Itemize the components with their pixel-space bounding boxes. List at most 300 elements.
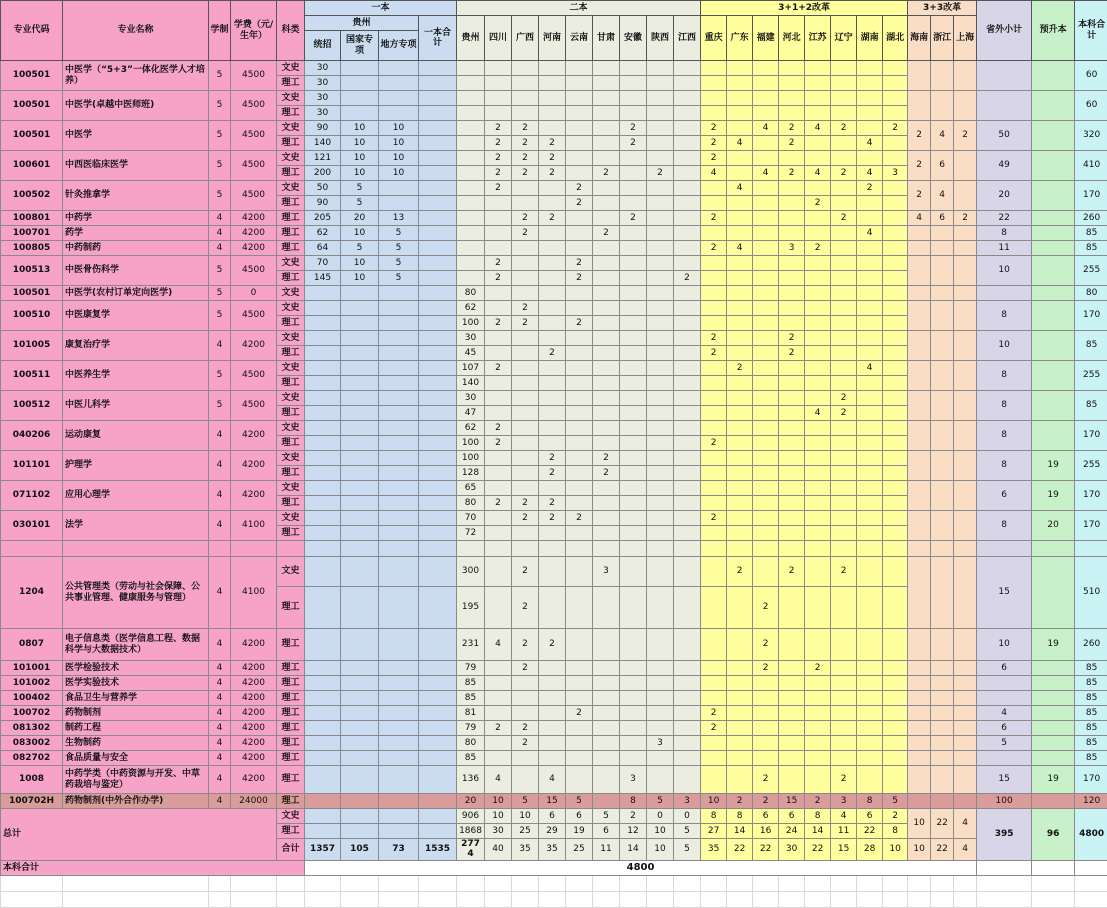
cell-gj: 10 — [341, 166, 379, 181]
cell-js — [805, 751, 831, 766]
cell-gan — [593, 361, 620, 376]
cell-gan — [593, 316, 620, 331]
major-years: 4 — [209, 794, 231, 809]
spacer-cell — [977, 541, 1032, 557]
cell-yb — [419, 91, 457, 106]
col-header-out-of-province-subtotal: 省外小计 — [977, 1, 1032, 61]
cell-gan: 2 — [593, 451, 620, 466]
cell-gz: 30 — [457, 331, 485, 346]
cell-fj — [753, 346, 779, 361]
cell-anh: 8 — [620, 794, 647, 809]
cell-gd — [727, 496, 753, 511]
cell-ln — [831, 361, 857, 376]
cell-sh — [954, 706, 977, 721]
cell-gx — [512, 331, 539, 346]
cell-gj — [341, 736, 379, 751]
cell-tz: 30 — [305, 106, 341, 121]
cell-bk: 85 — [1075, 226, 1107, 241]
cell-fj — [753, 436, 779, 451]
cell-yun — [566, 211, 593, 226]
cell-hb — [779, 256, 805, 271]
cell-df — [379, 629, 419, 661]
cell-hb — [779, 629, 805, 661]
cell-zhj — [931, 241, 954, 256]
cell-gz — [457, 61, 485, 76]
cell-hun — [857, 736, 883, 751]
total-cell-shx: 10 — [647, 839, 674, 861]
cell-shx — [647, 691, 674, 706]
major-tuition: 4100 — [231, 511, 277, 541]
cell-fj — [753, 557, 779, 587]
cell-df — [379, 691, 419, 706]
cell-jx — [674, 121, 701, 136]
cell-zhj — [931, 676, 954, 691]
spacer-cell — [457, 541, 485, 557]
col-header-zhj: 浙江 — [931, 16, 954, 61]
cell-sw — [977, 751, 1032, 766]
cell-cq — [701, 91, 727, 106]
cell-gd — [727, 451, 753, 466]
cell-shx — [647, 151, 674, 166]
cell-sc: 2 — [485, 421, 512, 436]
cell-fj — [753, 76, 779, 91]
cell-df — [379, 736, 419, 751]
cell-hb: 2 — [779, 346, 805, 361]
cell-gx — [512, 376, 539, 391]
cell-gd — [727, 481, 753, 496]
cell-sc: 2 — [485, 721, 512, 736]
cell-gd — [727, 511, 753, 526]
empty-grid-cell — [1032, 875, 1075, 891]
cell-han — [908, 451, 931, 481]
cell-ln: 2 — [831, 211, 857, 226]
total-out-of-province: 395 — [977, 809, 1032, 861]
cell-hb — [779, 436, 805, 451]
major-code: 101001 — [1, 661, 63, 676]
cell-hb — [779, 721, 805, 736]
cell-js — [805, 361, 831, 376]
cell-hen — [539, 376, 566, 391]
kelei-label: 理工 — [277, 196, 305, 211]
cell-gz: 107 — [457, 361, 485, 376]
cell-yun — [566, 91, 593, 106]
cell-hb — [779, 587, 805, 629]
empty-grid-cell — [857, 875, 883, 891]
kelei-label: 文史 — [277, 301, 305, 316]
cell-hen — [539, 76, 566, 91]
empty-cell — [1032, 860, 1075, 875]
cell-yun — [566, 526, 593, 541]
total-cell-sh: 4 — [954, 839, 977, 861]
total-cell-gj — [341, 809, 379, 824]
cell-tz: 121 — [305, 151, 341, 166]
empty-grid-cell — [908, 875, 931, 891]
major-tuition: 4200 — [231, 241, 277, 256]
major-code: 100601 — [1, 151, 63, 181]
cell-han — [908, 766, 931, 794]
cell-hun — [857, 331, 883, 346]
major-code: 100511 — [1, 361, 63, 391]
major-years: 4 — [209, 241, 231, 256]
cell-cq: 2 — [701, 331, 727, 346]
cell-sw: 100 — [977, 794, 1032, 809]
cell-js — [805, 629, 831, 661]
spacer-cell — [63, 541, 209, 557]
spacer-cell — [593, 541, 620, 557]
empty-grid-cell — [883, 875, 908, 891]
cell-han — [908, 391, 931, 421]
cell-gz: 85 — [457, 751, 485, 766]
cell-anh — [620, 451, 647, 466]
empty-grid-cell — [779, 891, 805, 907]
cell-anh — [620, 376, 647, 391]
cell-gd — [727, 331, 753, 346]
cell-gan — [593, 481, 620, 496]
cell-yun — [566, 496, 593, 511]
cell-bk: 170 — [1075, 481, 1107, 511]
cell-gz — [457, 166, 485, 181]
cell-cq — [701, 286, 727, 301]
major-tuition: 4200 — [231, 751, 277, 766]
cell-anh — [620, 151, 647, 166]
cell-sw: 6 — [977, 721, 1032, 736]
cell-tz: 205 — [305, 211, 341, 226]
cell-hb — [779, 151, 805, 166]
cell-sc — [485, 106, 512, 121]
cell-gx — [512, 61, 539, 76]
cell-hen: 2 — [539, 136, 566, 151]
cell-hun — [857, 751, 883, 766]
empty-grid-cell — [1, 875, 63, 891]
cell-hb — [779, 736, 805, 751]
cell-sh — [954, 766, 977, 794]
cell-sh: 2 — [954, 211, 977, 226]
cell-gx — [512, 196, 539, 211]
major-name: 食品卫生与营养学 — [63, 691, 209, 706]
cell-han — [908, 751, 931, 766]
cell-ln — [831, 481, 857, 496]
cell-cq: 2 — [701, 151, 727, 166]
cell-gz — [457, 196, 485, 211]
cell-gz — [457, 136, 485, 151]
cell-zhj — [931, 256, 954, 286]
cell-shx — [647, 61, 674, 76]
cell-hub — [883, 421, 908, 436]
cell-yb — [419, 226, 457, 241]
cell-sw: 8 — [977, 511, 1032, 541]
empty-grid-cell — [753, 875, 779, 891]
cell-yun — [566, 151, 593, 166]
cell-cq — [701, 629, 727, 661]
cell-hb — [779, 751, 805, 766]
cell-gz: 79 — [457, 661, 485, 676]
empty-grid-cell — [1075, 875, 1107, 891]
cell-hun — [857, 196, 883, 211]
cell-fj — [753, 481, 779, 496]
cell-yb — [419, 406, 457, 421]
cell-tz — [305, 331, 341, 346]
cell-hen — [539, 721, 566, 736]
cell-fj — [753, 496, 779, 511]
cell-ysb: 19 — [1032, 629, 1075, 661]
cell-gd — [727, 211, 753, 226]
total-cell-hen: 6 — [539, 809, 566, 824]
cell-shx — [647, 211, 674, 226]
cell-sh — [954, 301, 977, 331]
total-cell-gd: 14 — [727, 824, 753, 839]
cell-ysb — [1032, 241, 1075, 256]
cell-sc — [485, 76, 512, 91]
total-cell-hb: 30 — [779, 839, 805, 861]
cell-gan — [593, 706, 620, 721]
cell-ysb — [1032, 256, 1075, 286]
cell-hun — [857, 661, 883, 676]
cell-yb — [419, 376, 457, 391]
kelei-label: 理工 — [277, 736, 305, 751]
cell-jx — [674, 331, 701, 346]
cell-anh — [620, 751, 647, 766]
kelei-label: 文史 — [277, 331, 305, 346]
empty-grid-cell — [63, 875, 209, 891]
cell-jx: 3 — [674, 794, 701, 809]
cell-gx: 2 — [512, 226, 539, 241]
cell-gan — [593, 121, 620, 136]
cell-gan — [593, 766, 620, 794]
cell-anh — [620, 316, 647, 331]
cell-han — [908, 481, 931, 511]
cell-shx — [647, 661, 674, 676]
cell-gan: 2 — [593, 166, 620, 181]
cell-hub — [883, 256, 908, 271]
cell-anh — [620, 557, 647, 587]
total-cell-gan: 6 — [593, 824, 620, 839]
cell-tz — [305, 361, 341, 376]
empty-grid-cell — [857, 891, 883, 907]
cell-sh — [954, 361, 977, 391]
cell-sh — [954, 181, 977, 211]
col-header-yiben-total: 一本合计 — [419, 16, 457, 61]
cell-tz: 200 — [305, 166, 341, 181]
cell-yun — [566, 346, 593, 361]
cell-fj — [753, 361, 779, 376]
kelei-label: 文史 — [277, 361, 305, 376]
cell-hb — [779, 61, 805, 76]
cell-gj: 10 — [341, 136, 379, 151]
cell-gz — [457, 256, 485, 271]
cell-bk: 170 — [1075, 421, 1107, 451]
cell-yun — [566, 436, 593, 451]
empty-grid-cell — [539, 875, 566, 891]
cell-hun — [857, 61, 883, 76]
cell-sc: 2 — [485, 496, 512, 511]
cell-cq — [701, 751, 727, 766]
cell-hun — [857, 496, 883, 511]
major-code: 101101 — [1, 451, 63, 481]
cell-hen — [539, 481, 566, 496]
major-name: 应用心理学 — [63, 481, 209, 511]
cell-gz: 65 — [457, 481, 485, 496]
cell-hb — [779, 271, 805, 286]
cell-sw: 11 — [977, 241, 1032, 256]
cell-hen — [539, 301, 566, 316]
cell-js: 4 — [805, 121, 831, 136]
cell-hb — [779, 286, 805, 301]
cell-gx — [512, 436, 539, 451]
spacer-cell — [647, 541, 674, 557]
empty-grid-cell — [593, 875, 620, 891]
cell-df — [379, 61, 419, 76]
cell-yun — [566, 226, 593, 241]
cell-gz: 62 — [457, 301, 485, 316]
major-code: 0807 — [1, 629, 63, 661]
cell-jx — [674, 451, 701, 466]
cell-gan — [593, 691, 620, 706]
cell-hen: 2 — [539, 211, 566, 226]
cell-ysb — [1032, 661, 1075, 676]
cell-cq — [701, 481, 727, 496]
cell-yb — [419, 451, 457, 466]
cell-hub — [883, 736, 908, 751]
cell-shx — [647, 451, 674, 466]
cell-cq: 2 — [701, 721, 727, 736]
cell-sw: 20 — [977, 181, 1032, 211]
cell-yun — [566, 481, 593, 496]
cell-ysb — [1032, 361, 1075, 391]
cell-yun — [566, 406, 593, 421]
cell-hub — [883, 136, 908, 151]
cell-ln — [831, 256, 857, 271]
cell-js — [805, 436, 831, 451]
cell-hub — [883, 91, 908, 106]
cell-han — [908, 721, 931, 736]
cell-js — [805, 346, 831, 361]
cell-ysb — [1032, 286, 1075, 301]
cell-yun — [566, 166, 593, 181]
cell-zhj — [931, 706, 954, 721]
major-years: 4 — [209, 736, 231, 751]
empty-grid-cell — [805, 875, 831, 891]
cell-hb — [779, 421, 805, 436]
cell-js — [805, 211, 831, 226]
cell-fj: 2 — [753, 661, 779, 676]
cell-ln — [831, 629, 857, 661]
kelei-label: 理工 — [277, 721, 305, 736]
cell-jx — [674, 181, 701, 196]
cell-anh — [620, 661, 647, 676]
total-cell-hun: 6 — [857, 809, 883, 824]
cell-js — [805, 391, 831, 406]
cell-hun — [857, 557, 883, 587]
major-name: 中医骨伤科学 — [63, 256, 209, 286]
cell-gd: 2 — [727, 794, 753, 809]
cell-hun — [857, 691, 883, 706]
cell-cq — [701, 421, 727, 436]
cell-cq — [701, 391, 727, 406]
major-years: 4 — [209, 557, 231, 629]
cell-cq: 2 — [701, 121, 727, 136]
empty-grid-cell — [305, 875, 341, 891]
major-tuition: 4500 — [231, 256, 277, 286]
cell-yb — [419, 511, 457, 526]
cell-fj — [753, 196, 779, 211]
cell-anh — [620, 721, 647, 736]
cell-gj — [341, 721, 379, 736]
spacer-cell — [779, 541, 805, 557]
empty-grid-cell — [931, 875, 954, 891]
col-header-kelei: 科类 — [277, 1, 305, 61]
total-cell-yun: 6 — [566, 809, 593, 824]
spacer-cell — [805, 541, 831, 557]
cell-anh — [620, 736, 647, 751]
major-tuition: 4500 — [231, 301, 277, 331]
cell-gz: 85 — [457, 691, 485, 706]
cell-shx — [647, 361, 674, 376]
cell-sh — [954, 751, 977, 766]
spacer-cell — [931, 541, 954, 557]
cell-cq — [701, 496, 727, 511]
cell-jx — [674, 196, 701, 211]
cell-fj — [753, 61, 779, 76]
cell-gz: 45 — [457, 346, 485, 361]
major-years: 5 — [209, 181, 231, 211]
cell-anh — [620, 91, 647, 106]
cell-fj — [753, 451, 779, 466]
col-header-gan: 甘肃 — [593, 16, 620, 61]
cell-bk: 255 — [1075, 451, 1107, 481]
cell-hub — [883, 196, 908, 211]
cell-gan — [593, 436, 620, 451]
cell-ysb — [1032, 226, 1075, 241]
major-name: 中药学类（中药资源与开发、中草药栽培与鉴定） — [63, 766, 209, 794]
kelei-label: 理工 — [277, 376, 305, 391]
cell-gj — [341, 691, 379, 706]
major-years: 5 — [209, 61, 231, 91]
cell-yun — [566, 136, 593, 151]
cell-gx — [512, 406, 539, 421]
total-cell-sc: 30 — [485, 824, 512, 839]
cell-hub — [883, 451, 908, 466]
cell-ln — [831, 151, 857, 166]
cell-yun — [566, 629, 593, 661]
spacer-cell — [954, 541, 977, 557]
cell-sw: 50 — [977, 121, 1032, 151]
cell-df — [379, 481, 419, 496]
cell-fj: 2 — [753, 794, 779, 809]
cell-cq: 4 — [701, 166, 727, 181]
cell-jx — [674, 286, 701, 301]
cell-js — [805, 451, 831, 466]
cell-gx — [512, 391, 539, 406]
major-years: 5 — [209, 91, 231, 121]
spacer-cell — [305, 541, 341, 557]
cell-df — [379, 301, 419, 316]
major-tuition: 4200 — [231, 691, 277, 706]
cell-anh — [620, 391, 647, 406]
cell-jx — [674, 211, 701, 226]
cell-cq — [701, 466, 727, 481]
cell-gan — [593, 391, 620, 406]
cell-df — [379, 706, 419, 721]
cell-yb — [419, 496, 457, 511]
cell-zhj — [931, 451, 954, 481]
cell-anh — [620, 241, 647, 256]
cell-ln — [831, 436, 857, 451]
cell-sc — [485, 481, 512, 496]
cell-sc — [485, 736, 512, 751]
cell-gz: 231 — [457, 629, 485, 661]
empty-grid-cell — [977, 875, 1032, 891]
kelei-label: 合计 — [277, 839, 305, 861]
